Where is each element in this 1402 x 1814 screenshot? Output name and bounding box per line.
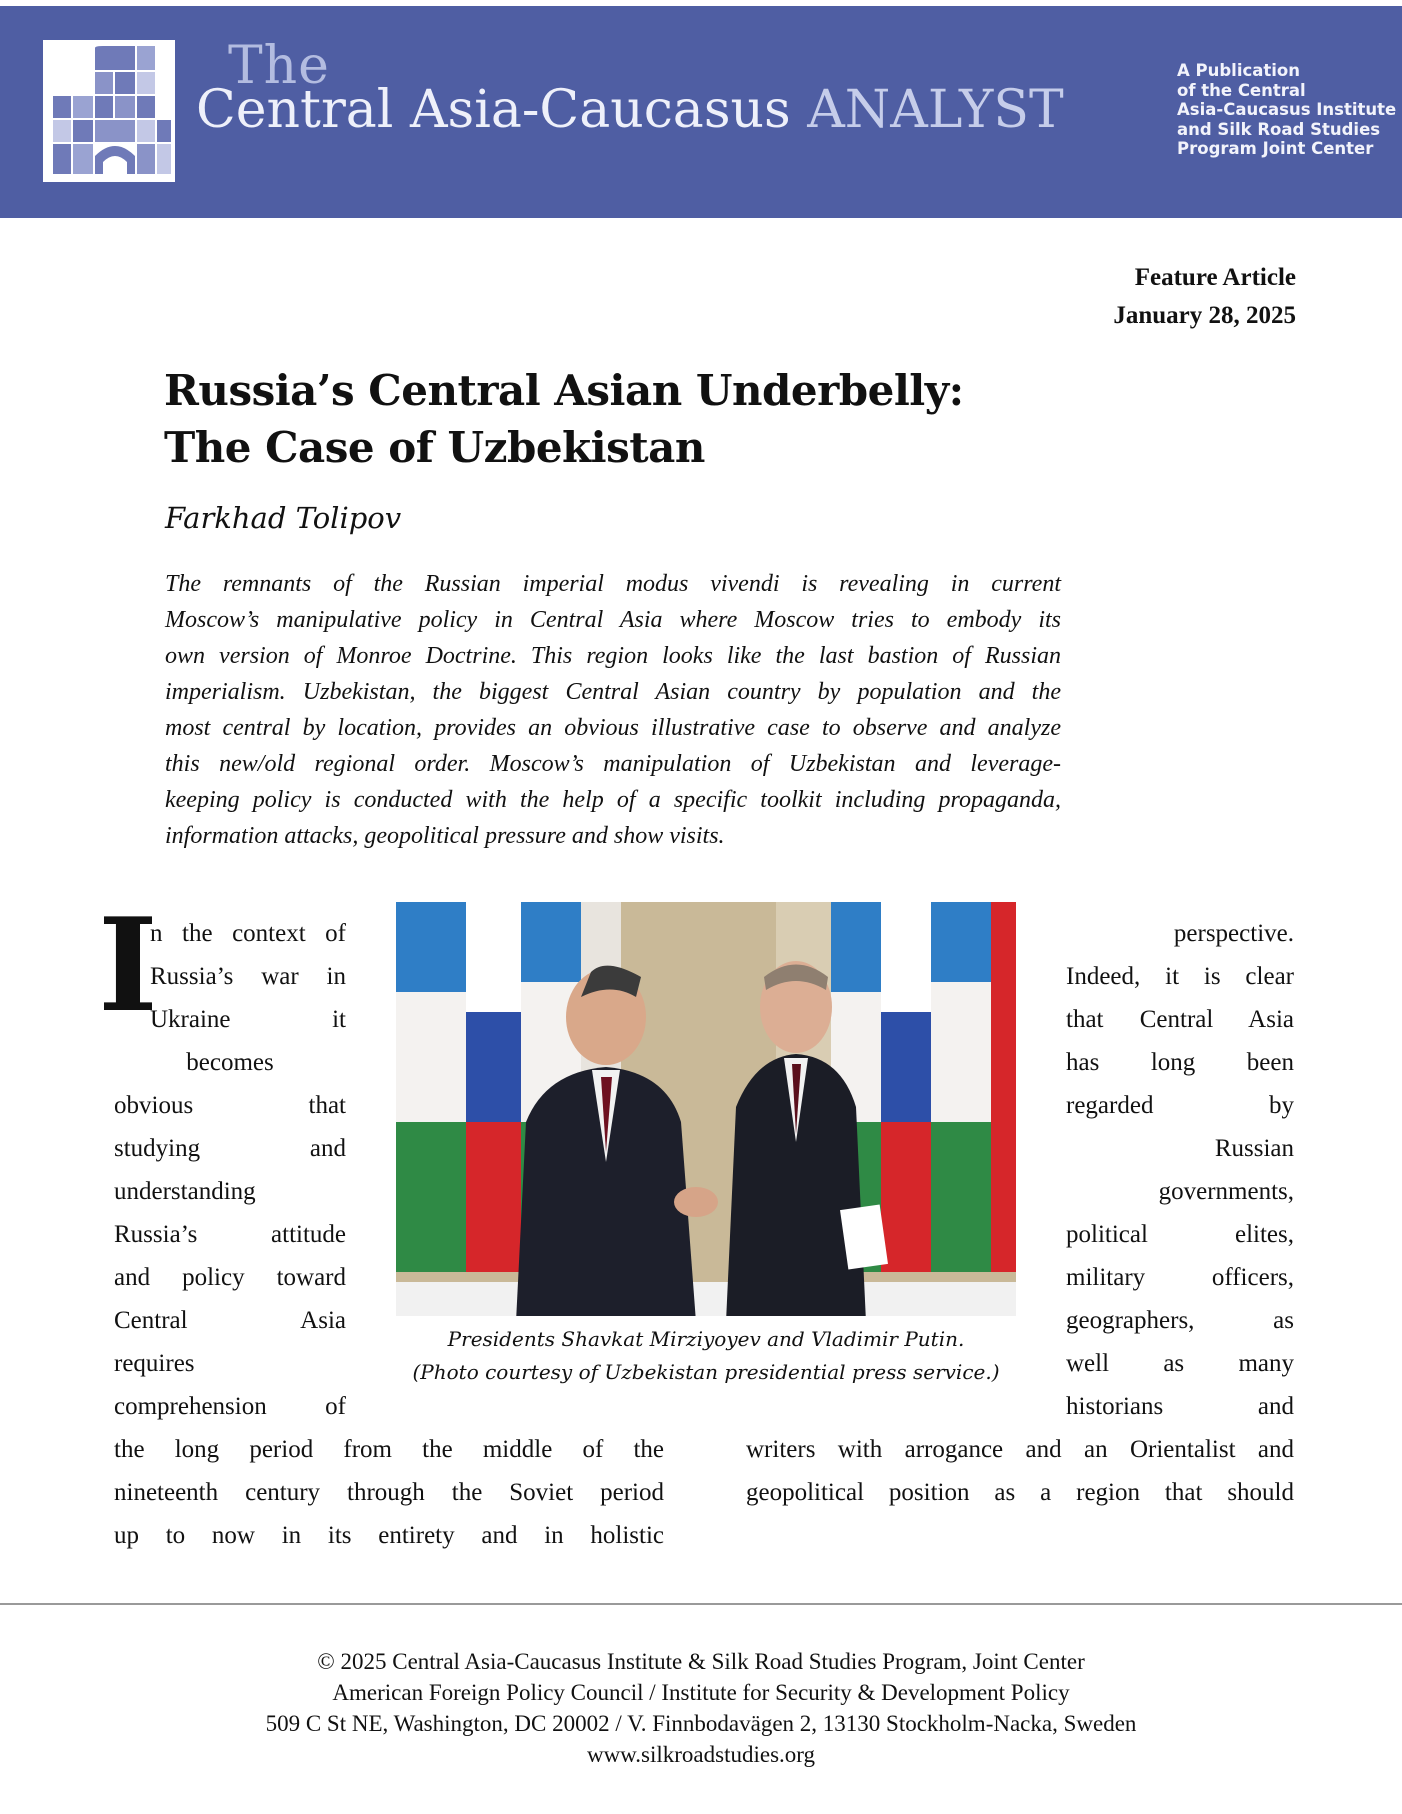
body-line: regarded by — [1066, 1092, 1294, 1119]
abstract-line: this new/old regional order. Moscow’s manipulation of Uzbekistan and leverage- — [165, 751, 1061, 777]
brand-analyst: ANALYST — [807, 80, 1064, 140]
body-line: n the context of — [150, 920, 346, 947]
footer-copyright: © 2025 Central Asia-Caucasus Institute & Silk Road Studies Program, Joint Center — [317, 1649, 1085, 1674]
body-line: that Central Asia — [1066, 1006, 1294, 1033]
photo-caption-line: (Photo courtesy of Uzbekistan presidential press service.) — [412, 1360, 1000, 1384]
body-line: perspective. — [1173, 920, 1294, 947]
body-line: governments, — [1158, 1178, 1294, 1205]
body-line: understanding — [114, 1178, 256, 1205]
body-line: Russia’s war in — [150, 963, 346, 990]
article-title-line: The Case of Uzbekistan — [164, 423, 705, 472]
brand-main: Central Asia-Caucasus — [196, 80, 791, 140]
publication-note-line: A Publication — [1177, 61, 1301, 80]
footer-divider — [0, 1603, 1402, 1605]
presidents-handshake-image — [396, 902, 1016, 1316]
article-author: Farkhad Tolipov — [165, 501, 402, 535]
body-bottom-right — [746, 1428, 1294, 1514]
body-line: obvious that — [114, 1092, 346, 1119]
body-line: Russia’s attitude — [114, 1221, 346, 1248]
body-line: Central Asia — [114, 1307, 346, 1334]
body-line: the long period from the middle of the — [114, 1436, 664, 1463]
publication-note — [1177, 61, 1397, 159]
abstract-line: own version of Monroe Doctrine. This region looks like the last bastion of Russian — [165, 643, 1061, 669]
body-line: geographers, as — [1066, 1307, 1294, 1334]
article-meta — [1113, 259, 1296, 335]
photo-caption — [396, 1323, 1016, 1389]
article-title — [164, 362, 964, 476]
publication-note-line: Program Joint Center — [1177, 139, 1374, 159]
abstract-line: keeping policy is conducted with the help of a specific toolkit including propaganda, — [165, 787, 1061, 813]
journal-logo — [43, 40, 175, 182]
body-line: historians and — [1066, 1393, 1294, 1420]
body-line: Indeed, it is clear — [1066, 963, 1294, 990]
brand-title — [196, 80, 1064, 140]
photo-caption-line: Presidents Shavkat Mirziyoyev and Vladimir Putin. — [447, 1327, 965, 1351]
body-right-upper — [1066, 912, 1294, 1428]
body-line: has long been — [1066, 1049, 1294, 1076]
body-line: becomes — [186, 1049, 274, 1076]
body-line: up to now in its entirety and in holistic — [114, 1522, 664, 1549]
article-abstract — [165, 566, 1061, 854]
body-line: requires — [114, 1350, 195, 1377]
abstract-line: The remnants of the Russian imperial modus vivendi is revealing in current — [165, 571, 1061, 597]
article-photo — [396, 902, 1016, 1316]
body-line: studying and — [114, 1135, 346, 1162]
body-left-upper — [150, 912, 346, 1041]
footer-website: www.silkroadstudies.org — [586, 1742, 816, 1767]
footer-address: 509 C St NE, Washington, DC 20002 / V. Finnbodavägen 2, 13130 Stockholm-Nacka, Sweden — [265, 1711, 1137, 1736]
article-date: January 28, 2025 — [1113, 302, 1296, 329]
body-left-lower — [114, 1041, 346, 1428]
drop-cap: I — [98, 891, 158, 1041]
body-line: and policy toward — [114, 1264, 346, 1291]
publication-note-line: of the Central — [1177, 80, 1306, 100]
body-line: Russian — [1214, 1135, 1294, 1162]
body-line: geopolitical position as a region that should — [746, 1479, 1294, 1506]
logo-grid-icon — [43, 40, 175, 182]
abstract-line: information attacks, geopolitical pressure and show visits. — [165, 823, 725, 849]
article-type: Feature Article — [1134, 264, 1296, 291]
publication-note-line: Asia-Caucasus Institute — [1177, 100, 1397, 120]
body-line: well as many — [1066, 1350, 1294, 1377]
body-line: political elites, — [1066, 1221, 1294, 1248]
abstract-line: Moscow’s manipulative policy in Central Asia where Moscow tries to embody its — [165, 607, 1061, 633]
page-footer — [0, 1646, 1402, 1770]
body-line: military officers, — [1066, 1264, 1294, 1291]
abstract-line: most central by location, provides an obvious illustrative case to observe and analyze — [165, 715, 1061, 741]
body-line: nineteenth century through the Soviet period — [114, 1479, 664, 1506]
article-title-line: Russia’s Central Asian Underbelly: — [164, 366, 964, 415]
brand-the: The — [228, 36, 330, 96]
abstract-line: imperialism. Uzbekistan, the biggest Central Asian country by population and the — [165, 679, 1061, 705]
publication-note-line: and Silk Road Studies — [1177, 119, 1381, 139]
body-bottom-left — [114, 1428, 664, 1557]
body-line: writers with arrogance and an Orientalist and — [746, 1436, 1294, 1463]
body-line: comprehension of — [114, 1393, 346, 1420]
footer-institutions: American Foreign Policy Council / Institute for Security & Development Policy — [332, 1680, 1070, 1705]
body-line: Ukraine it — [150, 1006, 346, 1033]
